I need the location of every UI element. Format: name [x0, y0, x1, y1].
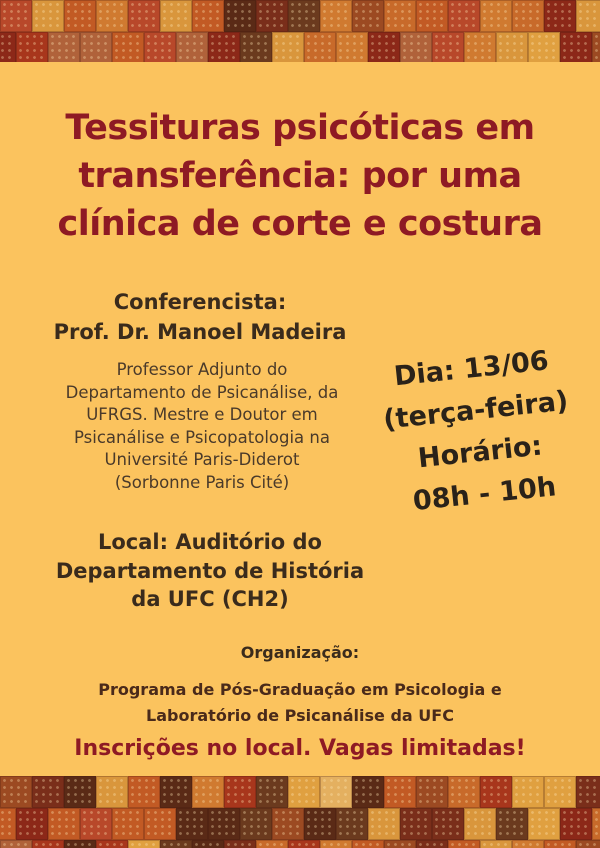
quilt-patch	[384, 776, 416, 808]
speaker-bio	[12, 359, 392, 494]
quilt-patch	[160, 776, 192, 808]
quilt-patch	[192, 0, 224, 32]
quilt-patch	[368, 32, 400, 62]
quilt-patch	[48, 808, 80, 840]
quilt-patch	[464, 32, 496, 62]
quilt-patch	[0, 0, 32, 32]
quilt-patch	[544, 776, 576, 808]
event-title	[0, 104, 600, 248]
quilt-patch	[128, 0, 160, 32]
quilt-patch	[320, 840, 352, 848]
quilt-patch	[48, 32, 80, 62]
quilt-patch	[240, 32, 272, 62]
bio-line: (Sorbonne Paris Cité)	[114, 472, 290, 492]
quilt-patch	[320, 0, 352, 32]
quilt-patch	[32, 776, 64, 808]
quilt-patch	[320, 776, 352, 808]
title-line: transferência: por uma	[78, 156, 522, 196]
quilt-patch	[464, 808, 496, 840]
quilt-patch	[352, 840, 384, 848]
quilt-patch	[496, 32, 528, 62]
quilt-patch	[400, 808, 432, 840]
quilt-patch	[208, 32, 240, 62]
quilt-patch	[0, 840, 32, 848]
title-line: clínica de corte e costura	[57, 204, 543, 244]
quilt-patch	[448, 840, 480, 848]
quilt-patch	[0, 776, 32, 808]
quilt-patch	[144, 808, 176, 840]
quilt-patch	[80, 32, 112, 62]
quilt-patch	[64, 0, 96, 32]
schedule-line: 08h - 10h	[411, 471, 558, 518]
quilt-patch	[576, 776, 600, 808]
schedule-line: Horário:	[416, 430, 544, 475]
location-line: da UFC (CH2)	[131, 587, 289, 611]
quilt-patch	[128, 776, 160, 808]
quilt-patch	[160, 0, 192, 32]
bio-line: UFRGS. Mestre e Doutor em	[86, 405, 318, 424]
quilt-patch	[560, 808, 592, 840]
bio-line: Professor Adjunto do	[116, 360, 288, 379]
quilt-patch	[96, 840, 128, 848]
quilt-patch	[112, 808, 144, 840]
quilt-patch	[192, 840, 224, 848]
quilt-patch	[480, 840, 512, 848]
bio-line: Psicanálise e Psicopatologia na	[74, 427, 330, 447]
quilt-patch	[336, 808, 368, 840]
organization-line: Laboratório de Psicanálise da UFC	[146, 706, 454, 725]
speaker-heading: Conferencista:	[113, 290, 287, 314]
location-block	[8, 528, 412, 614]
quilt-patch	[160, 840, 192, 848]
bio-line: Université Paris-Diderot	[104, 450, 300, 469]
quilt-patch	[80, 808, 112, 840]
quilt-patch	[176, 808, 208, 840]
quilt-patch	[576, 840, 600, 848]
quilt-patch	[16, 808, 48, 840]
schedule-line: Dia: 13/06	[392, 345, 551, 393]
quilt-patch	[32, 0, 64, 32]
quilt-patch	[592, 32, 600, 62]
quilt-patch	[64, 840, 96, 848]
quilt-patch	[480, 776, 512, 808]
quilt-patch	[288, 776, 320, 808]
location-line: Departamento de História	[55, 558, 365, 583]
quilt-patch	[96, 776, 128, 808]
quilt-patch	[512, 840, 544, 848]
quilt-patch	[272, 808, 304, 840]
quilt-patch	[416, 0, 448, 32]
quilt-patch	[288, 840, 320, 848]
quilt-patch	[304, 32, 336, 62]
quilt-patch	[432, 808, 464, 840]
quilt-patch	[544, 0, 576, 32]
schedule-line: (terça-feira)	[381, 385, 570, 436]
organization-heading: Organização:	[240, 643, 360, 662]
speaker-name: Prof. Dr. Manoel Madeira	[53, 320, 347, 344]
quilt-patch	[560, 32, 592, 62]
quilt-patch	[256, 0, 288, 32]
registration-note: Inscrições no local. Vagas limitadas!	[74, 736, 526, 761]
title-line: Tessituras psicóticas em	[65, 108, 535, 148]
quilt-patch	[448, 776, 480, 808]
quilt-patch	[416, 776, 448, 808]
quilt-patch	[96, 0, 128, 32]
organization-line: Programa de Pós-Graduação em Psicologia e	[98, 680, 502, 699]
quilt-patch	[592, 808, 600, 840]
quilt-patch	[112, 32, 144, 62]
quilt-patch	[368, 808, 400, 840]
quilt-patch	[0, 808, 16, 840]
quilt-patch	[416, 840, 448, 848]
quilt-patch	[16, 32, 48, 62]
quilt-patch	[352, 0, 384, 32]
quilt-patch	[224, 840, 256, 848]
quilt-patch	[336, 32, 368, 62]
quilt-patch	[576, 0, 600, 32]
quilt-patch	[448, 0, 480, 32]
date-time-block	[370, 338, 586, 526]
quilt-patch	[256, 776, 288, 808]
bio-line: Departamento de Psicanálise, da	[65, 382, 339, 402]
quilt-patch	[352, 776, 384, 808]
quilt-patch	[224, 0, 256, 32]
quilt-patch	[400, 32, 432, 62]
quilt-patch	[384, 840, 416, 848]
location-line: Local: Auditório do	[98, 530, 322, 554]
quilt-patch	[528, 808, 560, 840]
quilt-patch	[208, 808, 240, 840]
quilt-border-top	[0, 0, 600, 62]
quilt-patch	[480, 0, 512, 32]
quilt-patch	[176, 32, 208, 62]
quilt-patch	[224, 776, 256, 808]
quilt-patch	[32, 840, 64, 848]
quilt-border-bottom	[0, 776, 600, 848]
quilt-patch	[64, 776, 96, 808]
quilt-patch	[512, 776, 544, 808]
quilt-patch	[304, 808, 336, 840]
quilt-patch	[0, 32, 16, 62]
quilt-patch	[544, 840, 576, 848]
quilt-patch	[288, 0, 320, 32]
organization-block	[0, 677, 600, 729]
quilt-patch	[528, 32, 560, 62]
quilt-patch	[272, 32, 304, 62]
quilt-patch	[432, 32, 464, 62]
quilt-patch	[240, 808, 272, 840]
quilt-patch	[128, 840, 160, 848]
quilt-patch	[512, 0, 544, 32]
quilt-patch	[144, 32, 176, 62]
quilt-patch	[384, 0, 416, 32]
quilt-patch	[192, 776, 224, 808]
quilt-patch	[256, 840, 288, 848]
quilt-patch	[496, 808, 528, 840]
